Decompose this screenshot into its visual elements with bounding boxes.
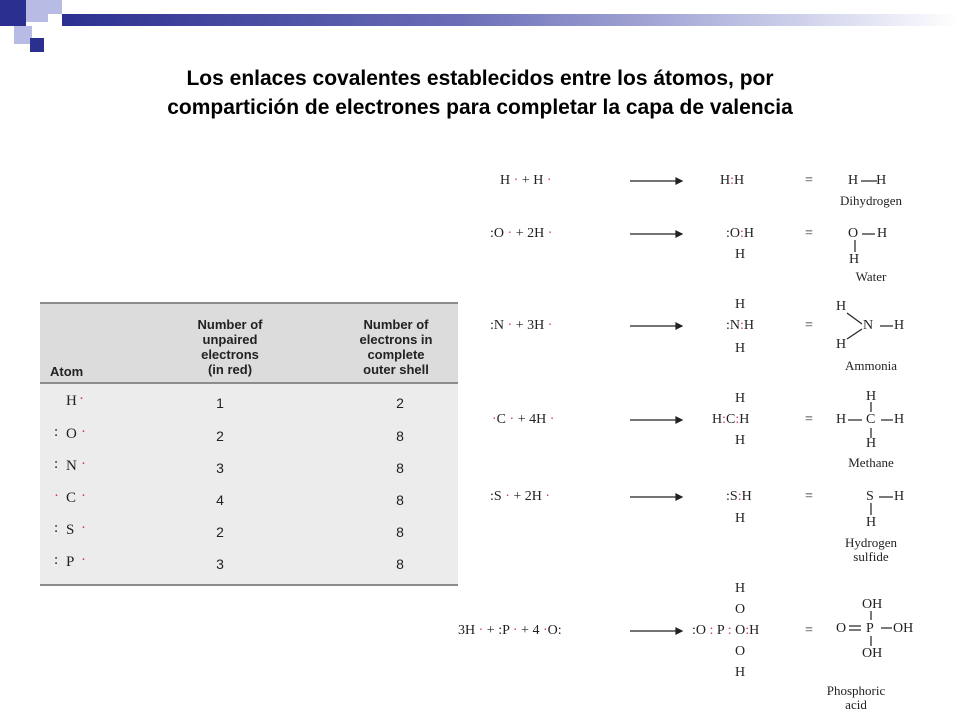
product-lewis-ammonia-bottom: H — [735, 341, 746, 356]
structure-ammonia-h2: H — [894, 318, 905, 333]
structure-water-o: O — [848, 226, 859, 241]
structure-ammonia-h1: H — [836, 299, 847, 314]
structure-ammonia-n: N — [863, 318, 874, 333]
product-name-dihydrogen: Dihydrogen — [839, 193, 903, 208]
electron-dot: · — [54, 488, 59, 504]
slide-title-line-2: compartición de electrones para completar la capa de valencia — [167, 96, 793, 119]
cell-complete: 8 — [396, 428, 404, 444]
product-lewis-h2s: :S:H — [726, 489, 752, 504]
electron-dot: · — [81, 552, 86, 568]
product-lewis-ammonia: :N:H — [726, 318, 755, 333]
product-lewis-methane-top: H — [735, 391, 746, 406]
atom-symbol-p: P — [66, 554, 75, 570]
lone-pair: : — [54, 520, 59, 536]
structure-phosphoric-p: P — [866, 621, 874, 636]
reaction-hydrogen-sulfide: :S · + 2H · — [490, 489, 551, 504]
structure-h2s-h2: H — [866, 515, 877, 530]
cell-unpaired: 3 — [216, 460, 224, 476]
cell-complete: 8 — [396, 460, 404, 476]
electron-dot: · — [81, 520, 86, 536]
product-lewis-water-h: H — [735, 247, 746, 262]
lone-pair: : — [54, 552, 59, 568]
structure-phosphoric-o: O — [836, 621, 847, 636]
structure-h2s-s: S — [866, 489, 874, 504]
product-lewis-h2s-bottom: H — [735, 511, 746, 526]
product-lewis-h2: H:H — [720, 173, 745, 188]
cell-complete: 8 — [396, 524, 404, 540]
reaction-methane: ·C · + 4H · — [492, 412, 555, 427]
equals-sign: = — [805, 318, 813, 333]
reaction-ammonia: :N · + 3H · — [490, 318, 553, 333]
atom-symbol-c: C — [66, 490, 77, 506]
product-lewis-water: :O:H — [726, 226, 755, 241]
electron-dot: · — [81, 424, 86, 440]
equals-sign: = — [805, 489, 813, 504]
product-lewis-phosphoric-row: :O : P : O:H — [692, 623, 760, 638]
atom-symbol-o: O — [66, 426, 77, 442]
product-name-methane: Methane — [848, 455, 894, 470]
cell-unpaired: 3 — [216, 556, 224, 572]
product-lewis-methane: H:C:H — [712, 412, 750, 427]
cell-unpaired: 2 — [216, 524, 224, 540]
atom-symbol-s: S — [66, 522, 75, 538]
structure-methane-top: H — [866, 389, 877, 404]
structure-methane-c: C — [866, 412, 876, 427]
atom-symbol-h: H — [66, 393, 77, 409]
bond-line — [847, 313, 862, 324]
product-lewis-phosphoric-o-top: O — [735, 602, 746, 617]
cell-unpaired: 4 — [216, 492, 224, 508]
atom-symbol-n: N — [66, 458, 77, 474]
cell-unpaired: 2 — [216, 428, 224, 444]
structure-phosphoric-oh-top: OH — [862, 597, 883, 612]
product-name-phosphoric-acid: Phosphoric acid — [826, 683, 886, 712]
structure-h2: H H — [848, 173, 887, 188]
reaction-dihydrogen: H · + H · — [500, 173, 552, 188]
structure-water-h1: H — [877, 226, 888, 241]
product-lewis-methane-bottom: H — [735, 433, 746, 448]
cell-complete: 8 — [396, 492, 404, 508]
structure-ammonia-h3: H — [836, 337, 847, 352]
equals-sign: = — [805, 173, 813, 188]
equals-sign: = — [805, 412, 813, 427]
structure-h2s-h1: H — [894, 489, 905, 504]
structure-methane-h-left: H — [836, 412, 847, 427]
lone-pair: : — [54, 424, 59, 440]
reaction-water: :O · + 2H · — [490, 226, 553, 241]
cell-complete: 2 — [396, 395, 404, 411]
header-complete: Number of electrons in complete outer shell — [359, 317, 433, 377]
electron-dot: · — [81, 456, 86, 472]
bond-line — [847, 329, 862, 339]
product-lewis-phosphoric-h-top: H — [735, 581, 746, 596]
product-lewis-phosphoric-h-bottom: H — [735, 665, 746, 680]
product-name-water: Water — [855, 269, 887, 284]
header-unpaired: Number of unpaired electrons (in red) — [197, 317, 263, 377]
product-lewis-ammonia-top: H — [735, 297, 746, 312]
header-atom: Atom — [50, 364, 84, 379]
product-lewis-phosphoric-o-bottom: O — [735, 644, 746, 659]
lone-pair: : — [54, 456, 59, 472]
product-name-hydrogen-sulfide: Hydrogen sulfide — [845, 535, 897, 564]
structure-water-h2: H — [849, 252, 860, 267]
reaction-phosphoric-acid: 3H · + :P · + 4 ·O: — [458, 623, 562, 638]
structure-phosphoric-oh-bottom: OH — [862, 646, 883, 661]
equals-sign: = — [805, 623, 813, 638]
cell-complete: 8 — [396, 556, 404, 572]
slide-title-line-1: Los enlaces covalentes establecidos entre los átomos, por — [186, 67, 774, 90]
structure-phosphoric-oh-right: OH — [893, 621, 914, 636]
product-name-ammonia: Ammonia — [845, 358, 897, 373]
structure-methane-h-right: H — [894, 412, 905, 427]
equals-sign: = — [805, 226, 813, 241]
cell-unpaired: 1 — [216, 395, 224, 411]
structure-methane-bottom: H — [866, 436, 877, 451]
electron-dot: · — [81, 488, 86, 504]
electron-dot: · — [79, 391, 84, 407]
